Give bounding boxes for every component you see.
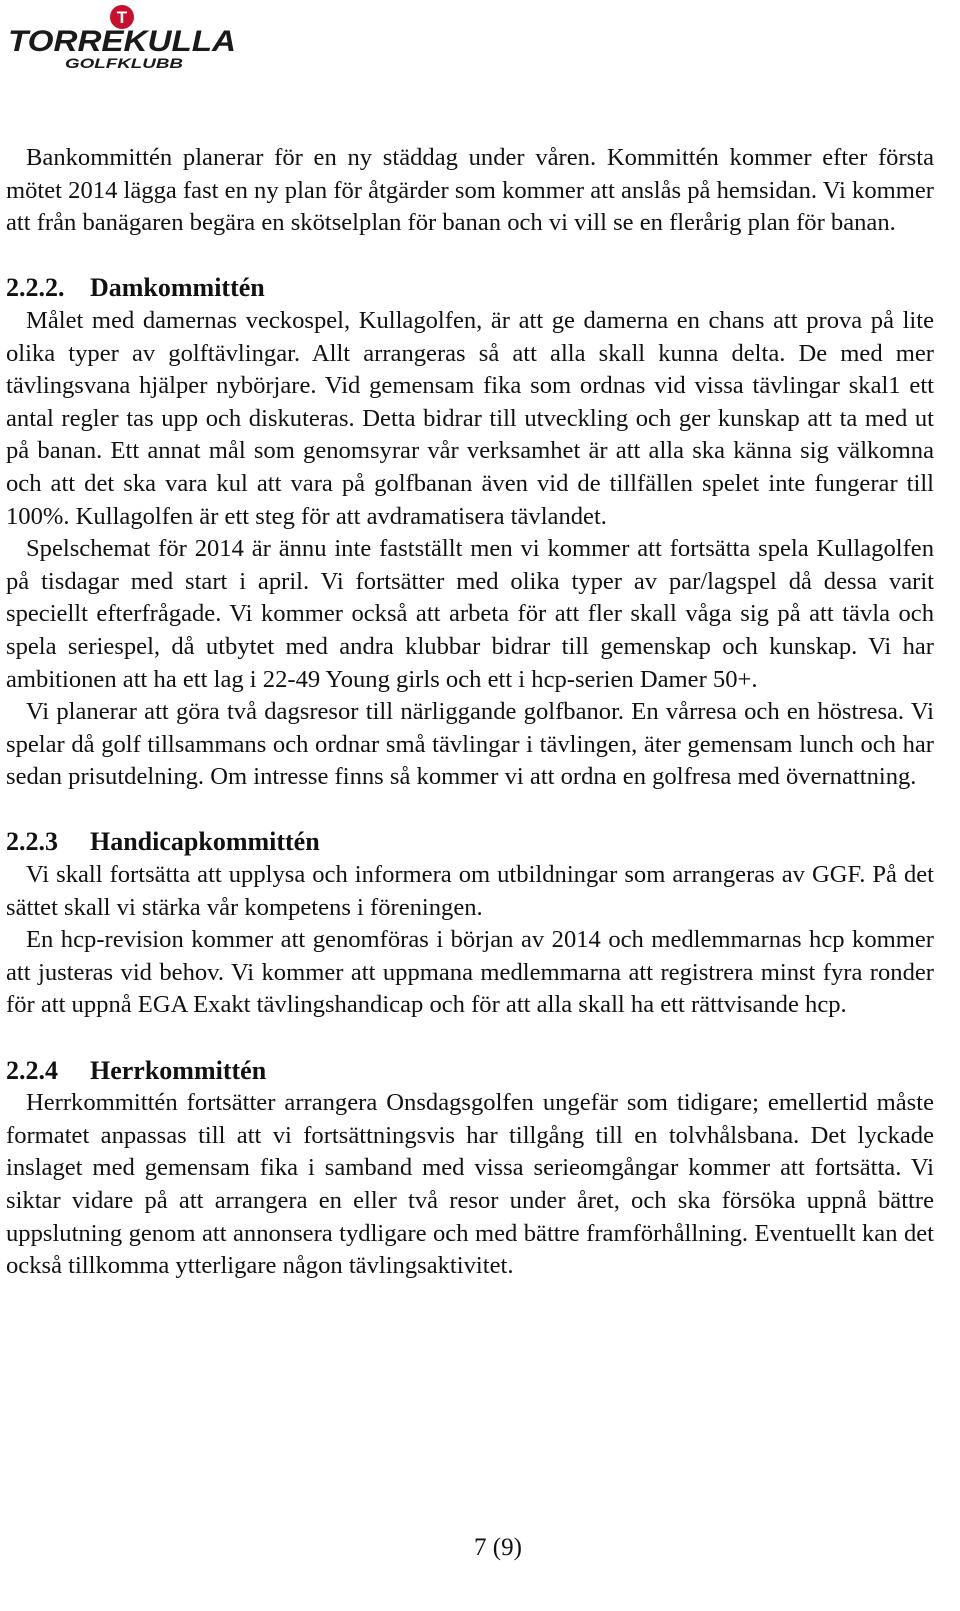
document-body [6, 142, 934, 1283]
damkommitten-paragraph-3: Vi planerar att göra två dagsresor till närliggande golfbanor. En vårresa och en höstresa. Vi spelar då golf tillsammans och ordnar små tävlingar i tävlingen, äter gemensam lunch och har sedan prisutdelning. Om intresse finns så kommer vi att ordna en golfresa med övernattning. [6, 698, 934, 791]
spacer [6, 240, 934, 273]
bankommitten-paragraph: Bankommittén planerar för en ny städdag under våren. Kommittén kommer efter första mötet 2014 lägga fast en ny plan för åtgärder som kommer att anslås på hemsidan. Vi kommer att från banägaren begära en skötselplan för banan och vi vill se en flerårig plan för banan. [6, 144, 934, 237]
section-title: Herrkommittén [90, 1055, 267, 1085]
spacer [6, 1022, 934, 1055]
section-title: Handicapkommittén [90, 827, 320, 857]
spacer [6, 794, 934, 827]
herrkommitten-paragraph-1: Herrkommittén fortsätter arrangera Onsdagsgolfen ungefär som tidigare; emellertid måste formatet anpassas till att vi fortsättningsvis har tillgång till en tolvhålsbana. Det lyckade inslaget med gemensam fika i samband med vissa serieomgångar kommer att fortsätta. Vi siktar vidare på att arrangera en eller två resor under året, och ska försöka uppnå bättre uppslutning genom att annonsera tydligare och med bättre framförhållning. Eventuellt kan det också tillkomma ytterligare någon tävlingsaktivitet. [6, 1089, 934, 1280]
section-heading-herrkommitten [6, 1055, 934, 1088]
section-title: Damkommittén [90, 273, 265, 303]
section-number: 2.2.3 [6, 827, 58, 857]
damkommitten-paragraph-1: Målet med damernas veckospel, Kullagolfen, är att ge damerna en chans att prova på lite olika typer av golftävlingar. Allt arrangeras så att alla skall kunna delta. De med mer tävlingsvana hjälper nybörjare. Vid gemensam fika som ordnas vid vissa tävlingar skal1 ett antal regler tas upp och diskuteras. Detta bidrar till utveckling och ger kunskap att ta med ut på banan. Ett annat mål som genomsyrar vår verksamhet är att alla ska känna sig välkomna och att det ska vara kul att vara på golfbanan även vid de tillfällen spelet inte fungerar till 100%. Kullagolfen är ett steg för att avdramatisera tävlandet. [6, 306, 934, 530]
torrekulla-logo [4, 2, 240, 72]
logo-name: TORREKULLA [8, 25, 236, 58]
damkommitten-paragraph-2: Spelschemat för 2014 är ännu inte fastställt men vi kommer att fortsätta spela Kullagolfen på tisdagar med start i april. Vi fortsätter med olika typer av par/lagspel då dessa varit speciellt efterfrågade. Vi kommer också att arbeta för att fler skall våga sig på att tävla och spela seriespel, då utbytet med andra klubbar bidrar till gemenskap och kunskap. Vi har ambitionen att ha ett lag i 22-49 Young girls och ett i hcp-serien Damer 50+. [6, 535, 934, 693]
section-heading-damkommitten [6, 272, 934, 305]
logo-subtitle: GOLFKLUBB [65, 55, 183, 71]
logo-badge-letter: T [116, 8, 128, 27]
page-number: 7 (9) [474, 1534, 522, 1561]
section-number: 2.2.4 [6, 1055, 58, 1085]
logo-graphic [4, 2, 240, 72]
section-number: 2.2.2. [6, 273, 65, 303]
handicapkommitten-paragraph-1: Vi skall fortsätta att upplysa och informera om utbildningar som arrangeras av GGF. På det sättet skall vi stärka vår kompetens i föreningen. [6, 861, 934, 921]
section-heading-handicapkommitten [6, 826, 934, 859]
handicapkommitten-paragraph-2: En hcp-revision kommer att genomföras i början av 2014 och medlemmarnas hcp kommer att justeras vid behov. Vi kommer att uppmana medlemmarna att registrera minst fyra ronder för att uppnå EGA Exakt tävlingshandicap och för att alla skall ha ett rättvisande hcp. [6, 926, 934, 1019]
